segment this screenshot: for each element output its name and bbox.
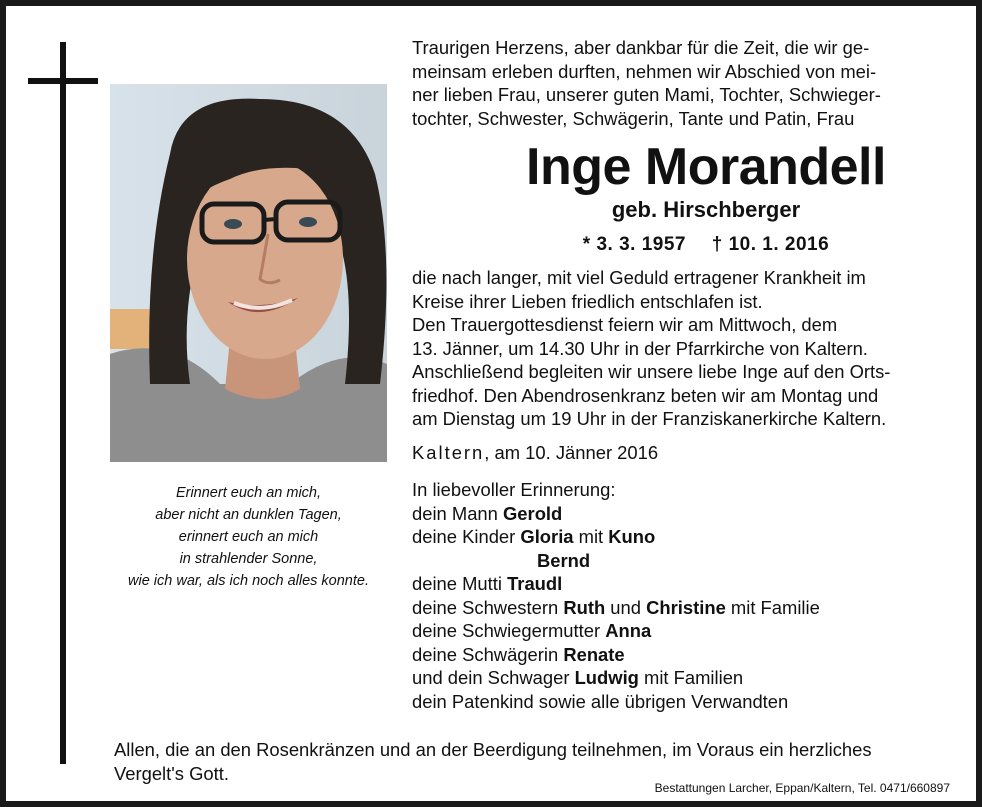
relation-label: deine Schwiegermutter [412,620,606,641]
poem-line: in strahlender Sonne, [179,551,318,567]
relation-suffix: mit Familien [638,667,744,688]
portrait-photo [110,84,387,462]
closing-thanks [114,738,962,785]
relative-name: Renate [563,643,625,665]
death-date: † 10. 1. 2016 [711,234,830,255]
family-heading: In liebevoller Erinnerung: [412,479,616,500]
obituary-notice [6,6,976,801]
poem-line: erinnert euch an mich [178,529,319,545]
announcement-column [412,36,960,713]
service-details [412,266,960,431]
poem-line: aber nicht an dunklen Tagen, [155,507,342,523]
maiden-name: geb. Hirschberger [611,197,801,222]
relation-label: dein Mann [412,502,503,524]
funeral-home-credit: Bestattungen Larcher, Eppan/Kaltern, Tel. 0471/660897 [654,781,950,795]
cross-bar [28,78,98,84]
intro-line: tochter, Schwester, Schwägerin, Tante und Patin, Frau [412,107,855,129]
relative-name: Traudl [507,573,563,594]
body-line: Kreise ihrer Lieben friedlich entschlafen ist. [412,290,763,312]
relation-label: deine Kinder [412,526,521,547]
family-brother-in-law [412,666,960,690]
family-sisters [412,596,960,620]
notice-date: , am 10. Jänner 2016 [484,441,659,463]
body-line: Anschließend begleiten wir unsere liebe Inge auf den Orts- [412,361,891,382]
relative-name: Anna [605,620,652,641]
intro-text [412,36,960,130]
relation-label: deine Schwägerin [412,643,564,665]
family-husband [412,502,960,526]
birth-date: * 3. 3. 1957 [582,234,686,255]
body-line: die nach langer, mit viel Geduld ertragener Krankheit im [412,267,866,288]
relation-suffix: mit Familie [725,596,820,618]
relation-label: und dein Schwager [412,667,575,688]
cross-icon [60,42,66,764]
relative-name: Christine [646,596,726,618]
family-sister-in-law [412,643,960,667]
relation-label: deine Schwestern [412,596,564,618]
relative-name: Gerold [503,502,563,524]
life-dates [412,232,960,258]
body-line: 13. Jänner, um 14.30 Uhr in der Pfarrkirche von Kaltern. [412,337,868,359]
intro-line: Traurigen Herzens, aber dankbar für die Zeit, die wir ge- [412,37,870,58]
family-child-2 [412,549,960,573]
relative-name: Kuno [608,526,656,547]
memorial-poem [110,482,387,592]
body-line: am Dienstag um 19 Uhr in der Franziskanerkirche Kaltern. [412,408,887,429]
relative-name: Bernd [537,549,591,571]
relative-name: Ludwig [574,667,639,688]
relation-join: mit [573,526,609,547]
poem-line: wie ich war, als ich noch alles konnte. [128,573,369,589]
body-line: friedhof. Den Abendrosenkranz beten wir am Montag und [412,384,879,406]
relation-label: deine Mutti [412,573,508,594]
family-mother [412,572,960,596]
closing-line: Allen, die an den Rosenkränzen und an der Beerdigung teilnehmen, im Voraus ein herzliches [114,739,872,760]
intro-line: meinsam erleben durften, nehmen wir Abschied von mei- [412,60,877,82]
place-name: Kaltern [412,441,485,463]
relative-name: Gloria [520,526,574,547]
family-mother-in-law [412,619,960,643]
poem-line: Erinnert euch an mich, [175,485,322,501]
place-and-date [412,441,960,465]
family-children [412,525,960,549]
body-line: Den Trauergottesdienst feiern wir am Mittwoch, dem [412,314,838,335]
family-other-relatives: dein Patenkind sowie alle übrigen Verwandten [412,690,789,712]
relation-join: und [605,596,647,618]
deceased-name: Inge Morandell [526,138,886,196]
relative-name: Ruth [563,596,606,618]
intro-line: ner lieben Frau, unserer guten Mami, Tochter, Schwieger- [412,84,881,105]
family-list [412,478,960,713]
closing-line: Vergelt's Gott. [114,762,229,784]
